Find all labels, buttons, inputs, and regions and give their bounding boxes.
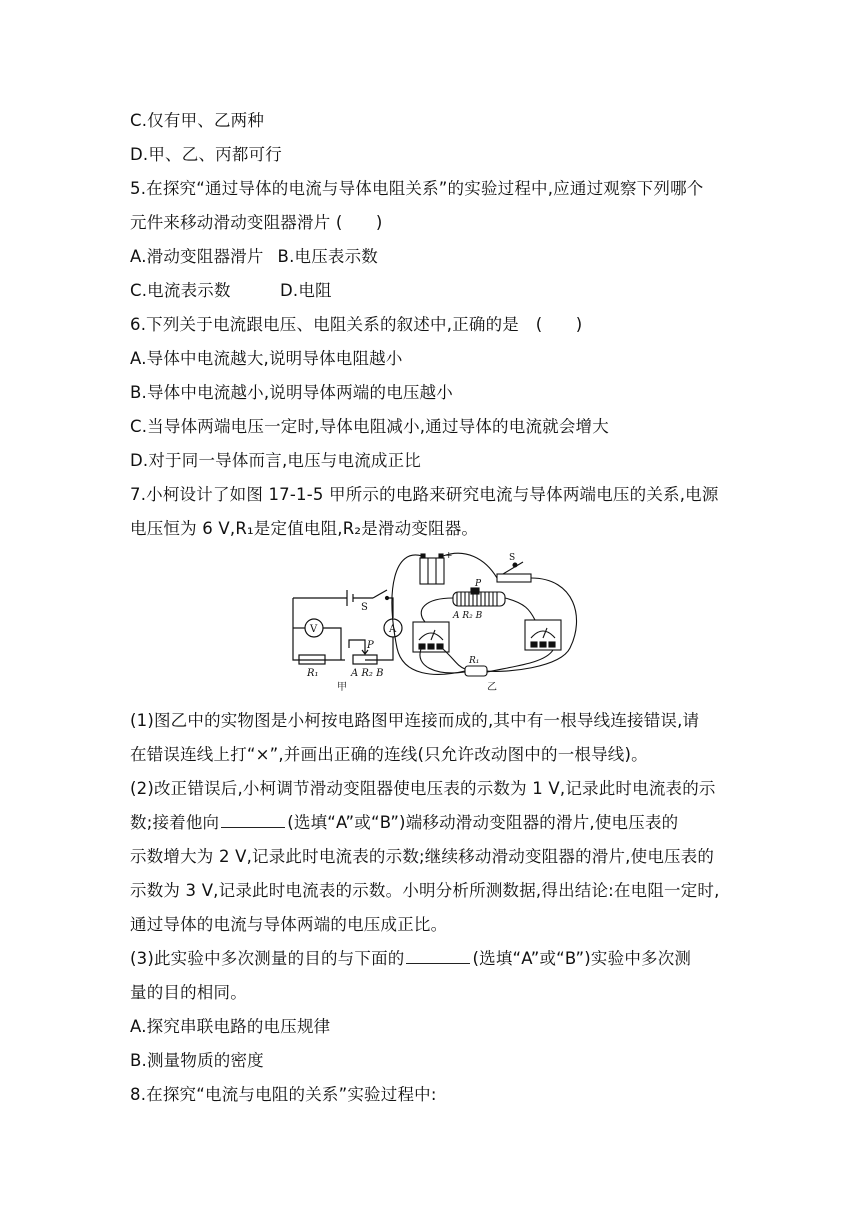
battery-plus-label: +: [445, 551, 453, 561]
ammeter-label: A: [389, 624, 397, 635]
q7-part2-suffix: (选填“A”或“B”)端移动滑动变阻器的滑片,使电压表的: [287, 813, 679, 832]
option-d-q5: D.电阻: [280, 281, 332, 300]
option-c-q5: C.电流表示数: [130, 281, 231, 300]
q7-part2-line5: 通过导体的电流与导体两端的电压成正比。: [130, 915, 448, 934]
q7-part3-prefix: (3)此实验中多次测量的目的与下面的: [130, 949, 405, 968]
apparatus-drawing: [392, 553, 577, 676]
q7-part2-line1: (2)改正错误后,小柯调节滑动变阻器使电压表的示数为 1 V,记录此时电流表的示: [130, 779, 716, 798]
option-d-q6: D.对于同一导体而言,电压与电流成正比: [130, 451, 421, 470]
q7-part2-line2: [130, 812, 678, 834]
option-b-q5: B.电压表示数: [277, 247, 379, 266]
r2-label: A R₂ B: [351, 668, 384, 679]
switch-label-right: S: [509, 553, 516, 563]
slider-label: P: [367, 640, 374, 651]
option-d-q4: D.甲、乙、丙都可行: [130, 145, 282, 164]
switch-label: S: [361, 602, 368, 613]
question-6-stem: 6.下列关于电流跟电压、电阻关系的叙述中,正确的是 ( ): [130, 315, 583, 334]
q7-part3-suffix: (选填“A”或“B”)实验中多次测: [472, 949, 692, 968]
q7-part1-line2: 在错误连线上打“×”,并画出正确的连线(只允许改动图中的一根导线)。: [130, 745, 648, 764]
answer-blank-2[interactable]: [406, 949, 470, 964]
question-7-stem-cont: 电压恒为 6 V,R₁是定值电阻,R₂是滑动变阻器。: [130, 519, 479, 538]
option-c-q4: C.仅有甲、乙两种: [130, 111, 265, 130]
question-8-stem: 8.在探究“电流与电阻的关系”实验过程中:: [130, 1085, 437, 1104]
battery-illustration: [420, 558, 444, 584]
q7-part2-line3: 示数增大为 2 V,记录此时电流表的示数;继续移动滑动变阻器的滑片,使电压表的: [130, 847, 715, 866]
q7-part1-line1: (1)图乙中的实物图是小柯按电路图甲连接而成的,其中有一根导线连接错误,请: [130, 711, 700, 730]
option-a-q5: A.滑动变阻器滑片: [130, 247, 264, 266]
q7-part3-line1: [130, 948, 691, 970]
slider-label-right: P: [475, 579, 482, 589]
option-a-q6: A.导体中电流越大,说明导体电阻越小: [130, 349, 403, 368]
rheostat-label-right: A R₂ B: [453, 611, 483, 621]
voltmeter-label: V: [310, 624, 318, 635]
answer-blank-1[interactable]: [221, 813, 285, 828]
question-5-options-cd: [130, 280, 332, 302]
figure-left-label: 甲: [337, 682, 347, 693]
circuit-figure: [285, 548, 585, 698]
option-b-q6: B.导体中电流越小,说明导体两端的电压越小: [130, 383, 454, 402]
q7-part3-option-b: B.测量物质的密度: [130, 1051, 264, 1070]
question-5-options-ab: [130, 246, 378, 268]
figure-right-label: 乙: [487, 682, 497, 693]
option-c-q6: C.当导体两端电压一定时,导体电阻减小,通过导体的电流就会增大: [130, 417, 609, 436]
question-5-stem: 5.在探究“通过导体的电流与导体电阻关系”的实验过程中,应通过观察下列哪个: [130, 179, 704, 198]
r1-illustration: [465, 666, 487, 676]
r1-label-right: R₁: [469, 656, 480, 666]
q7-part3-option-a: A.探究串联电路的电压规律: [130, 1017, 331, 1036]
question-5-stem-cont: 元件来移动滑动变阻器滑片 ( ): [130, 213, 383, 232]
r1-label: R₁: [307, 668, 319, 679]
switch-illustration: [497, 574, 531, 582]
q7-part3-line2: 量的目的相同。: [130, 983, 247, 1002]
question-7-stem: 7.小柯设计了如图 17-1-5 甲所示的电路来研究电流与导体两端电压的关系,电源: [130, 485, 719, 504]
q7-part2-prefix: 数;接着他向: [130, 813, 220, 832]
q7-part2-line4: 示数为 3 V,记录此时电流表的示数。小明分析所测数据,得出结论:在电阻一定时,: [130, 881, 720, 900]
